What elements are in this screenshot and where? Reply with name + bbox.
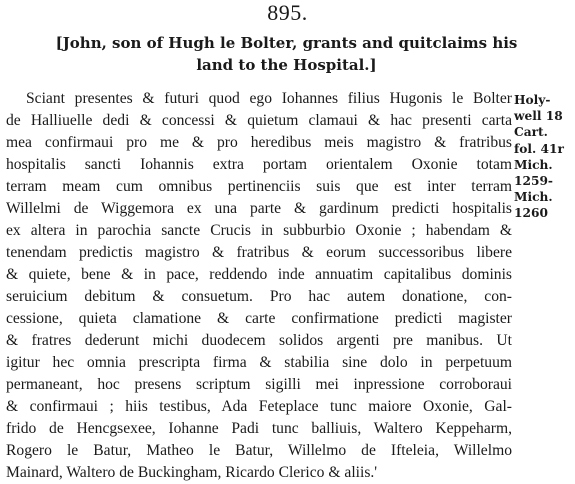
margin-note-line: 1259- <box>514 174 553 189</box>
margin-note-line: Holy- <box>514 93 551 107</box>
charter-line: Sciant presentes & futuri quod ego Iohannes filius Hugonis le Bolter <box>26 90 512 107</box>
margin-source-note <box>514 92 572 222</box>
charter-line: seruicium debitum & consuetum. Pro hac autem donatione, con- <box>6 288 512 305</box>
margin-note-line: Mich. <box>514 157 553 172</box>
margin-note-line: Mich. <box>514 190 553 205</box>
charter-line: de Halliuelle dedi & concessi & quietum clamaui & hac presenti carta <box>6 112 512 129</box>
charter-line: ex altera in parochia sancte Crucis in subburbio Oxonie ; habendam & <box>6 222 512 239</box>
margin-note-line: Cart. <box>514 125 548 140</box>
charter-line: Mainard, Waltero de Buckingham, Ricardo Clerico & aliis.' <box>6 464 378 481</box>
charter-line: Rogero le Batur, Matheo le Batur, Willelmo de Ifteleia, Willelmo <box>6 442 512 459</box>
charter-text <box>6 88 512 484</box>
heading-line: [John, son of Hugh le Bolter, grants and quitclaims his <box>55 34 518 52</box>
document-number: 895. <box>267 0 308 25</box>
charter-line: permaneant, hoc presens scriptum sigilli mei inpressione corroboraui <box>6 376 512 393</box>
margin-note-line: well 18 <box>514 109 563 124</box>
charter-line: frido de Hencgsexee, Iohanne Padi tunc balliuis, Waltero Keppeharm, <box>6 420 512 437</box>
charter-line: terram meam cum omnibus pertinenciis suis que est inter terram <box>6 178 512 195</box>
charter-line: & fratres dederunt michi duodecem solidos argenti pre manibus. Ut <box>6 332 512 349</box>
margin-note-line: fol. 41r <box>514 141 564 156</box>
charter-line: cessione, quieta clamatione & carte confirmatione predicti magister <box>6 310 512 327</box>
charter-line: hospitalis sancti Iohannis extra portam orientalem Oxonie totam <box>6 156 512 173</box>
margin-note-line: 1260 <box>514 206 548 221</box>
document-heading <box>14 32 559 76</box>
charter-line: & quiete, bene & in pace, reddendo inde annuatim capitalibus dominis <box>6 266 512 283</box>
charter-line: mea confirmaui pro me & pro heredibus meis magistro & fratribus <box>6 134 512 151</box>
charter-line: tenendam predictis magistro & fratribus & eorum successoribus libere <box>6 244 512 261</box>
heading-line: land to the Hospital.] <box>196 56 377 74</box>
charter-line: igitur hec omnia prescripta firma & stabilia sine dolo in perpetuum <box>6 354 512 371</box>
charter-line: Willelmi de Wiggemora ex una parte & gardinum predicti hospitalis <box>6 200 512 217</box>
charter-line: & confirmaui ; hiis testibus, Ada Feteplace tunc maiore Oxonie, Gal- <box>6 398 512 415</box>
